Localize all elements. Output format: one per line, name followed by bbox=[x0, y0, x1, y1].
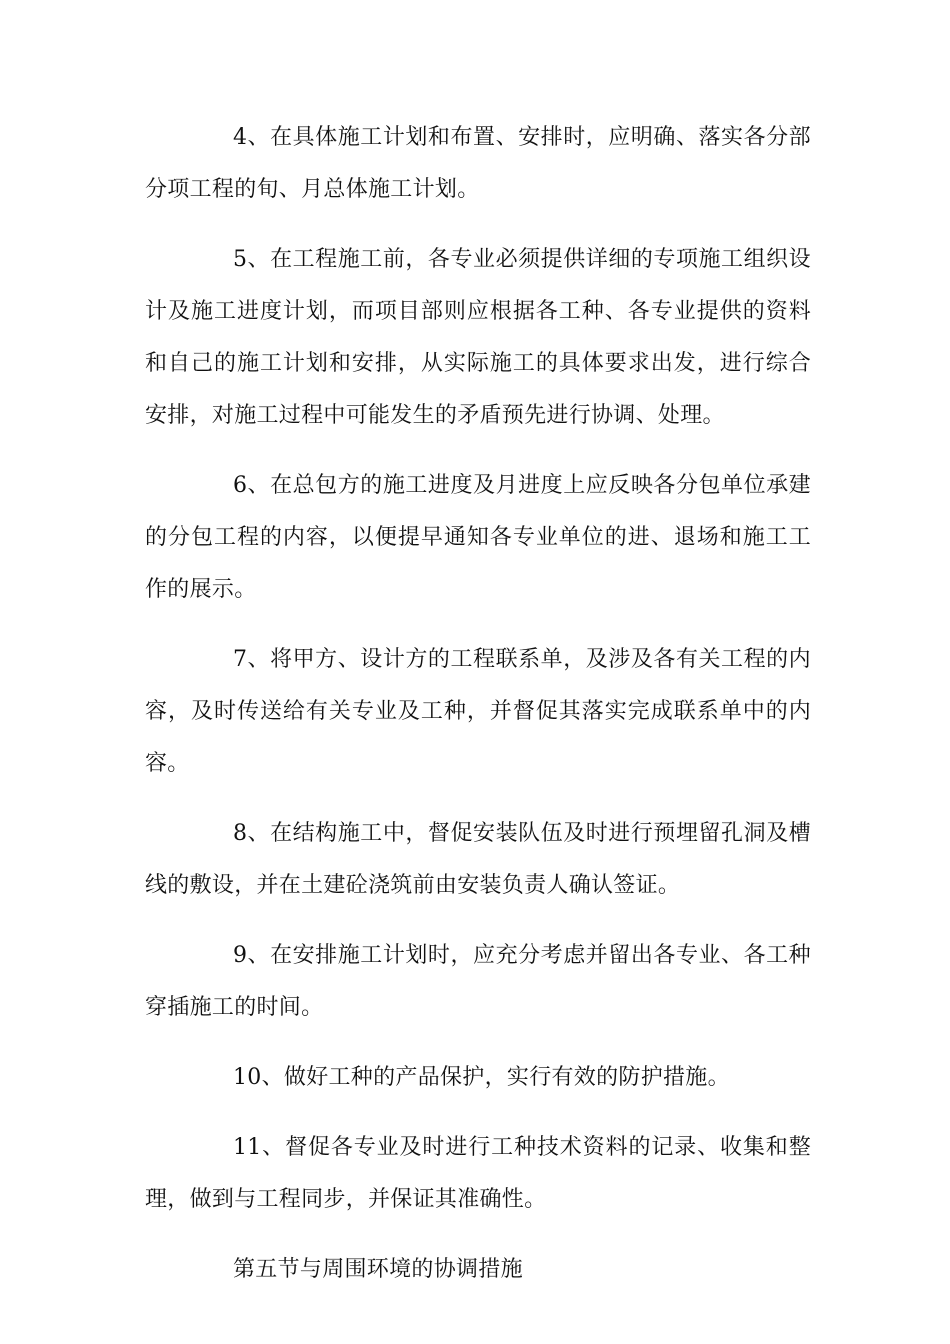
paragraph-item-7: 7、将甲方、设计方的工程联系单，及涉及各有关工程的内容，及时传送给有关专业及工种，并督促其落实完成联系单中的内容。 bbox=[145, 647, 811, 776]
paragraph-item-6: 6、在总包方的施工进度及月进度上应反映各分包单位承建的分包工程的内容，以便提早通知各专业单位的进、退场和施工工作的展示。 bbox=[145, 473, 811, 602]
paragraph-item-9: 9、在安排施工计划时，应充分考虑并留出各专业、各工种穿插施工的时间。 bbox=[145, 943, 811, 1020]
paragraph-item-11: 11、督促各专业及时进行工种技术资料的记录、收集和整理，做到与工程同步，并保证其准确性。 bbox=[145, 1135, 811, 1212]
section-heading: 第五节与周围环境的协调措施 bbox=[233, 1257, 523, 1282]
document-body bbox=[145, 112, 811, 1296]
paragraph-item-8: 8、在结构施工中，督促安装队伍及时进行预埋留孔洞及槽线的敷设，并在土建砼浇筑前由安装负责人确认签证。 bbox=[145, 821, 811, 898]
paragraph-item-10: 10、做好工种的产品保护，实行有效的防护措施。 bbox=[233, 1065, 730, 1090]
paragraph-item-4: 4、在具体施工计划和布置、安排时，应明确、落实各分部分项工程的旬、月总体施工计划。 bbox=[145, 125, 811, 202]
paragraph-item-5: 5、在工程施工前，各专业必须提供详细的专项施工组织设计及施工进度计划，而项目部则应根据各工种、各专业提供的资料和自己的施工计划和安排，从实际施工的具体要求出发，进行综合安排，对施工过程中可能发生的矛盾预先进行协调、处理。 bbox=[145, 247, 811, 428]
